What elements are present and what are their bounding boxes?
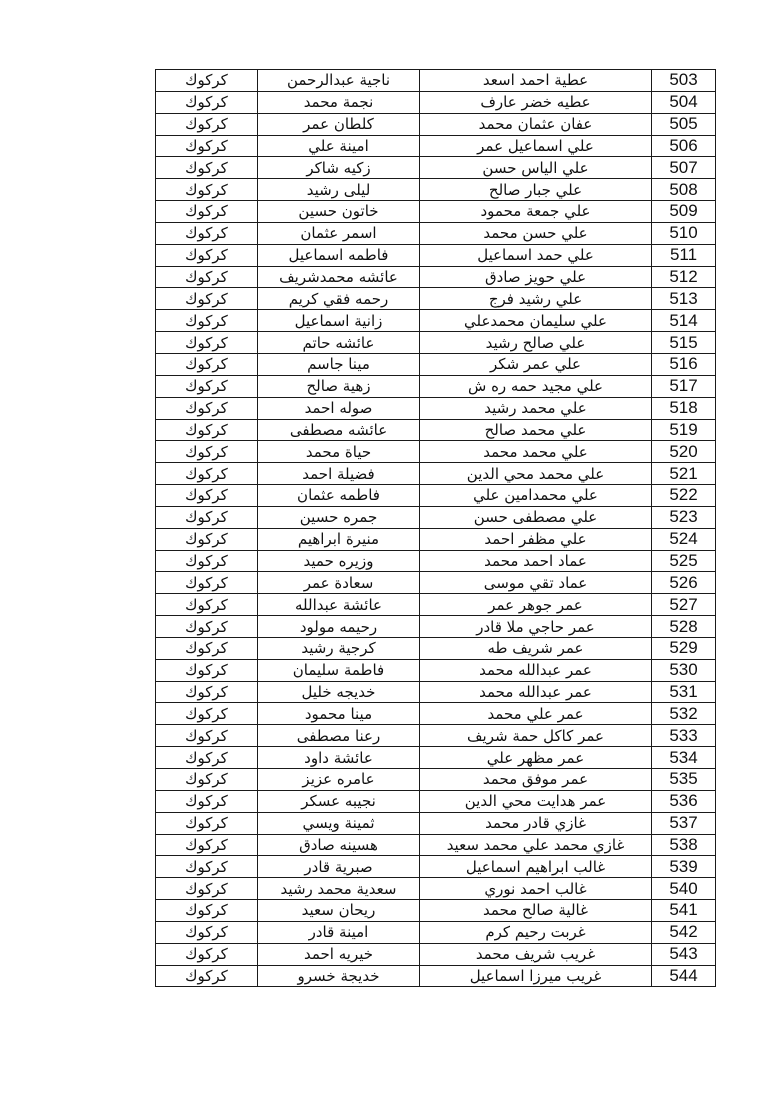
table-row <box>156 310 716 332</box>
city-cell: كركوك <box>156 681 258 703</box>
city-cell: كركوك <box>156 528 258 550</box>
table-row <box>156 332 716 354</box>
city-cell: كركوك <box>156 921 258 943</box>
full-name-cell: علي محمد صالح <box>420 419 652 441</box>
full-name-cell: علي مجيد حمه ره ش <box>420 375 652 397</box>
mother-name-cell: عائشة عبدالله <box>258 594 420 616</box>
row-number-cell: 512 <box>652 266 716 288</box>
city-cell: كركوك <box>156 769 258 791</box>
mother-name-cell: سعدية محمد رشيد <box>258 878 420 900</box>
table-row <box>156 244 716 266</box>
full-name-cell: علي مظفر احمد <box>420 528 652 550</box>
row-number-cell: 508 <box>652 179 716 201</box>
full-name-cell: علي اسماعيل عمر <box>420 135 652 157</box>
mother-name-cell: هسينه صادق <box>258 834 420 856</box>
row-number-cell: 514 <box>652 310 716 332</box>
city-cell: كركوك <box>156 419 258 441</box>
city-cell: كركوك <box>156 70 258 92</box>
city-cell: كركوك <box>156 659 258 681</box>
row-number-cell: 533 <box>652 725 716 747</box>
city-cell: كركوك <box>156 506 258 528</box>
row-number-cell: 536 <box>652 790 716 812</box>
row-number-cell: 523 <box>652 506 716 528</box>
row-number-cell: 520 <box>652 441 716 463</box>
city-cell: كركوك <box>156 856 258 878</box>
full-name-cell: علي محمدامين علي <box>420 485 652 507</box>
city-cell: كركوك <box>156 157 258 179</box>
row-number-cell: 530 <box>652 659 716 681</box>
city-cell: كركوك <box>156 332 258 354</box>
table-row <box>156 594 716 616</box>
mother-name-cell: فاطمة سليمان <box>258 659 420 681</box>
mother-name-cell: امينة علي <box>258 135 420 157</box>
table-row <box>156 703 716 725</box>
table-row <box>156 266 716 288</box>
mother-name-cell: زهية صالح <box>258 375 420 397</box>
city-cell: كركوك <box>156 91 258 113</box>
table-row <box>156 659 716 681</box>
city-cell: كركوك <box>156 485 258 507</box>
table-row <box>156 441 716 463</box>
full-name-cell: عمر حاجي ملا قادر <box>420 616 652 638</box>
mother-name-cell: فضيلة احمد <box>258 463 420 485</box>
table-row <box>156 135 716 157</box>
table-row <box>156 878 716 900</box>
table-row <box>156 834 716 856</box>
table-row <box>156 681 716 703</box>
row-number-cell: 524 <box>652 528 716 550</box>
full-name-cell: غازي قادر محمد <box>420 812 652 834</box>
full-name-cell: علي عمر شكر <box>420 353 652 375</box>
row-number-cell: 504 <box>652 91 716 113</box>
city-cell: كركوك <box>156 812 258 834</box>
full-name-cell: عمر هدايت محي الدين <box>420 790 652 812</box>
table-row <box>156 463 716 485</box>
city-cell: كركوك <box>156 179 258 201</box>
row-number-cell: 526 <box>652 572 716 594</box>
city-cell: كركوك <box>156 222 258 244</box>
row-number-cell: 510 <box>652 222 716 244</box>
city-cell: كركوك <box>156 616 258 638</box>
row-number-cell: 509 <box>652 201 716 223</box>
city-cell: كركوك <box>156 747 258 769</box>
table-row <box>156 900 716 922</box>
city-cell: كركوك <box>156 725 258 747</box>
mother-name-cell: زانية اسماعيل <box>258 310 420 332</box>
mother-name-cell: ريحان سعيد <box>258 900 420 922</box>
mother-name-cell: سعادة عمر <box>258 572 420 594</box>
full-name-cell: علي جبار صالح <box>420 179 652 201</box>
city-cell: كركوك <box>156 943 258 965</box>
city-cell: كركوك <box>156 790 258 812</box>
table-row <box>156 725 716 747</box>
table-row <box>156 769 716 791</box>
mother-name-cell: عائشه حاتم <box>258 332 420 354</box>
table-row <box>156 943 716 965</box>
mother-name-cell: رحمه فقي كريم <box>258 288 420 310</box>
full-name-cell: علي رشيد فرج <box>420 288 652 310</box>
row-number-cell: 506 <box>652 135 716 157</box>
full-name-cell: علي الياس حسن <box>420 157 652 179</box>
mother-name-cell: اسمر عثمان <box>258 222 420 244</box>
full-name-cell: عطية احمد اسعد <box>420 70 652 92</box>
full-name-cell: عماد تقي موسى <box>420 572 652 594</box>
table-row <box>156 616 716 638</box>
full-name-cell: غربت رحيم كرم <box>420 921 652 943</box>
mother-name-cell: فاطمه اسماعيل <box>258 244 420 266</box>
full-name-cell: عماد احمد محمد <box>420 550 652 572</box>
table-row <box>156 288 716 310</box>
full-name-cell: علي حمد اسماعيل <box>420 244 652 266</box>
mother-name-cell: ليلى رشيد <box>258 179 420 201</box>
table-row <box>156 921 716 943</box>
row-number-cell: 541 <box>652 900 716 922</box>
city-cell: كركوك <box>156 201 258 223</box>
city-cell: كركوك <box>156 463 258 485</box>
table-row <box>156 485 716 507</box>
mother-name-cell: عائشة داود <box>258 747 420 769</box>
mother-name-cell: مينا محمود <box>258 703 420 725</box>
row-number-cell: 518 <box>652 397 716 419</box>
full-name-cell: علي جمعة محمود <box>420 201 652 223</box>
table-row <box>156 572 716 594</box>
row-number-cell: 503 <box>652 70 716 92</box>
city-cell: كركوك <box>156 113 258 135</box>
full-name-cell: علي مصطفى حسن <box>420 506 652 528</box>
table-row <box>156 353 716 375</box>
full-name-cell: علي صالح رشيد <box>420 332 652 354</box>
full-name-cell: علي حويز صادق <box>420 266 652 288</box>
mother-name-cell: ناجية عبدالرحمن <box>258 70 420 92</box>
mother-name-cell: فاطمه عثمان <box>258 485 420 507</box>
table-row <box>156 91 716 113</box>
row-number-cell: 539 <box>652 856 716 878</box>
mother-name-cell: وزيره حميد <box>258 550 420 572</box>
city-cell: كركوك <box>156 244 258 266</box>
row-number-cell: 519 <box>652 419 716 441</box>
row-number-cell: 511 <box>652 244 716 266</box>
mother-name-cell: ثمينة ويسي <box>258 812 420 834</box>
city-cell: كركوك <box>156 288 258 310</box>
table-row <box>156 506 716 528</box>
city-cell: كركوك <box>156 834 258 856</box>
city-cell: كركوك <box>156 637 258 659</box>
full-name-cell: عمر شريف طه <box>420 637 652 659</box>
city-cell: كركوك <box>156 353 258 375</box>
full-name-cell: غريب شريف محمد <box>420 943 652 965</box>
full-name-cell: عمر كاكل حمة شريف <box>420 725 652 747</box>
row-number-cell: 532 <box>652 703 716 725</box>
full-name-cell: غالب احمد نوري <box>420 878 652 900</box>
row-number-cell: 538 <box>652 834 716 856</box>
full-name-cell: علي محمد رشيد <box>420 397 652 419</box>
mother-name-cell: خيريه احمد <box>258 943 420 965</box>
row-number-cell: 537 <box>652 812 716 834</box>
roster-table <box>155 69 716 987</box>
full-name-cell: عمر علي محمد <box>420 703 652 725</box>
row-number-cell: 529 <box>652 637 716 659</box>
table-row <box>156 397 716 419</box>
mother-name-cell: نجيبه عسكر <box>258 790 420 812</box>
table-row <box>156 179 716 201</box>
table-row <box>156 419 716 441</box>
mother-name-cell: كرجية رشيد <box>258 637 420 659</box>
table-row <box>156 747 716 769</box>
row-number-cell: 507 <box>652 157 716 179</box>
row-number-cell: 542 <box>652 921 716 943</box>
row-number-cell: 521 <box>652 463 716 485</box>
mother-name-cell: حياة محمد <box>258 441 420 463</box>
mother-name-cell: نجمة محمد <box>258 91 420 113</box>
city-cell: كركوك <box>156 397 258 419</box>
mother-name-cell: زكيه شاكر <box>258 157 420 179</box>
city-cell: كركوك <box>156 572 258 594</box>
table-row <box>156 528 716 550</box>
mother-name-cell: جمره حسين <box>258 506 420 528</box>
full-name-cell: علي حسن محمد <box>420 222 652 244</box>
city-cell: كركوك <box>156 703 258 725</box>
city-cell: كركوك <box>156 594 258 616</box>
row-number-cell: 515 <box>652 332 716 354</box>
row-number-cell: 540 <box>652 878 716 900</box>
full-name-cell: علي سليمان محمدعلي <box>420 310 652 332</box>
row-number-cell: 516 <box>652 353 716 375</box>
full-name-cell: عمر عبدالله محمد <box>420 681 652 703</box>
row-number-cell: 513 <box>652 288 716 310</box>
table-row <box>156 550 716 572</box>
full-name-cell: عمر جوهر عمر <box>420 594 652 616</box>
mother-name-cell: امينة قادر <box>258 921 420 943</box>
table-row <box>156 222 716 244</box>
row-number-cell: 544 <box>652 965 716 987</box>
row-number-cell: 531 <box>652 681 716 703</box>
full-name-cell: غريب ميرزا اسماعيل <box>420 965 652 987</box>
full-name-cell: غالب ابراهيم اسماعيل <box>420 856 652 878</box>
mother-name-cell: صبرية قادر <box>258 856 420 878</box>
city-cell: كركوك <box>156 310 258 332</box>
row-number-cell: 517 <box>652 375 716 397</box>
table-row <box>156 70 716 92</box>
mother-name-cell: رعنا مصطفى <box>258 725 420 747</box>
city-cell: كركوك <box>156 878 258 900</box>
mother-name-cell: مينا جاسم <box>258 353 420 375</box>
table-row <box>156 856 716 878</box>
full-name-cell: علي محمد محي الدين <box>420 463 652 485</box>
table-row <box>156 375 716 397</box>
mother-name-cell: خديجه خليل <box>258 681 420 703</box>
table-row <box>156 790 716 812</box>
mother-name-cell: خاتون حسين <box>258 201 420 223</box>
city-cell: كركوك <box>156 266 258 288</box>
mother-name-cell: رحيمه مولود <box>258 616 420 638</box>
full-name-cell: عفان عثمان محمد <box>420 113 652 135</box>
mother-name-cell: عائشه محمدشريف <box>258 266 420 288</box>
row-number-cell: 543 <box>652 943 716 965</box>
mother-name-cell: كلطان عمر <box>258 113 420 135</box>
row-number-cell: 527 <box>652 594 716 616</box>
mother-name-cell: عائشه مصطفى <box>258 419 420 441</box>
row-number-cell: 535 <box>652 769 716 791</box>
city-cell: كركوك <box>156 900 258 922</box>
full-name-cell: عمر مظهر علي <box>420 747 652 769</box>
city-cell: كركوك <box>156 375 258 397</box>
table-row <box>156 113 716 135</box>
city-cell: كركوك <box>156 550 258 572</box>
full-name-cell: غازي محمد علي محمد سعيد <box>420 834 652 856</box>
table-row <box>156 201 716 223</box>
row-number-cell: 522 <box>652 485 716 507</box>
table-row <box>156 812 716 834</box>
full-name-cell: عمر موفق محمد <box>420 769 652 791</box>
mother-name-cell: خديجة خسرو <box>258 965 420 987</box>
table-row <box>156 965 716 987</box>
mother-name-cell: عامره عزيز <box>258 769 420 791</box>
city-cell: كركوك <box>156 135 258 157</box>
table-row <box>156 157 716 179</box>
row-number-cell: 505 <box>652 113 716 135</box>
city-cell: كركوك <box>156 965 258 987</box>
city-cell: كركوك <box>156 441 258 463</box>
full-name-cell: عمر عبدالله محمد <box>420 659 652 681</box>
full-name-cell: غالية صالح محمد <box>420 900 652 922</box>
full-name-cell: علي محمد محمد <box>420 441 652 463</box>
row-number-cell: 528 <box>652 616 716 638</box>
mother-name-cell: منيرة ابراهيم <box>258 528 420 550</box>
row-number-cell: 534 <box>652 747 716 769</box>
row-number-cell: 525 <box>652 550 716 572</box>
full-name-cell: عطيه خضر عارف <box>420 91 652 113</box>
table-row <box>156 637 716 659</box>
roster-body <box>156 70 716 987</box>
mother-name-cell: صوله احمد <box>258 397 420 419</box>
